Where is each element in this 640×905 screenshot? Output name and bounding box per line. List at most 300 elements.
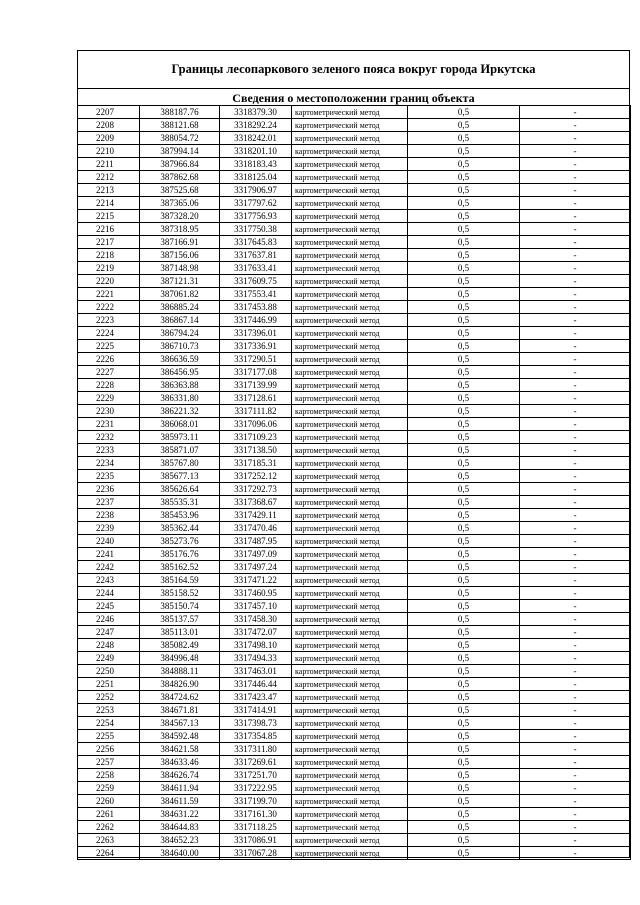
description-cell: -	[520, 353, 631, 366]
accuracy-cell: 0,5	[408, 483, 520, 496]
method-cell: картометрический метод	[292, 548, 408, 561]
description-cell: -	[520, 808, 631, 821]
y-coordinate-cell: 3317251.70	[220, 769, 292, 782]
point-number-cell: 2225	[78, 340, 140, 353]
description-cell: -	[520, 431, 631, 444]
y-coordinate-cell: 3318292.24	[220, 119, 292, 132]
accuracy-cell: 0,5	[408, 470, 520, 483]
description-cell: -	[520, 145, 631, 158]
description-cell: -	[520, 197, 631, 210]
y-coordinate-cell: 3318125.04	[220, 171, 292, 184]
x-coordinate-cell: 384631.22	[140, 808, 220, 821]
table-row	[78, 249, 631, 262]
y-coordinate-cell: 3317109.23	[220, 431, 292, 444]
method-cell: картометрический метод	[292, 158, 408, 171]
accuracy-cell: 0,5	[408, 769, 520, 782]
table-row	[78, 158, 631, 171]
accuracy-cell: 0,5	[408, 626, 520, 639]
y-coordinate-cell: 3317354.85	[220, 730, 292, 743]
description-cell: -	[520, 782, 631, 795]
point-number-cell: 2249	[78, 652, 140, 665]
table-row	[78, 457, 631, 470]
accuracy-cell: 0,5	[408, 509, 520, 522]
point-number-cell: 2228	[78, 379, 140, 392]
method-cell: картометрический метод	[292, 314, 408, 327]
table-row	[78, 730, 631, 743]
description-cell: -	[520, 158, 631, 171]
description-cell: -	[520, 665, 631, 678]
x-coordinate-cell: 385273.76	[140, 535, 220, 548]
y-coordinate-cell: 3317645.83	[220, 236, 292, 249]
point-number-cell: 2262	[78, 821, 140, 834]
point-number-cell: 2224	[78, 327, 140, 340]
method-cell: картометрический метод	[292, 249, 408, 262]
description-cell: -	[520, 483, 631, 496]
method-cell: картометрический метод	[292, 782, 408, 795]
method-cell: картометрический метод	[292, 808, 408, 821]
x-coordinate-cell: 387156.06	[140, 249, 220, 262]
y-coordinate-cell: 3317252.12	[220, 470, 292, 483]
y-coordinate-cell: 3317497.09	[220, 548, 292, 561]
y-coordinate-cell: 3317414.91	[220, 704, 292, 717]
x-coordinate-cell: 385164.59	[140, 574, 220, 587]
accuracy-cell: 0,5	[408, 327, 520, 340]
table-row	[78, 678, 631, 691]
accuracy-cell: 0,5	[408, 262, 520, 275]
table-row	[78, 431, 631, 444]
point-number-cell: 2252	[78, 691, 140, 704]
y-coordinate-cell: 3317311.80	[220, 743, 292, 756]
y-coordinate-cell: 3317222.95	[220, 782, 292, 795]
point-number-cell: 2215	[78, 210, 140, 223]
method-cell: картометрический метод	[292, 327, 408, 340]
y-coordinate-cell: 3317458.30	[220, 613, 292, 626]
description-cell: -	[520, 717, 631, 730]
description-cell: -	[520, 379, 631, 392]
table-row	[78, 197, 631, 210]
point-number-cell: 2230	[78, 405, 140, 418]
description-cell: -	[520, 314, 631, 327]
y-coordinate-cell: 3317750.38	[220, 223, 292, 236]
description-cell: -	[520, 730, 631, 743]
description-cell: -	[520, 522, 631, 535]
point-number-cell: 2263	[78, 834, 140, 847]
point-number-cell: 2210	[78, 145, 140, 158]
method-cell: картометрический метод	[292, 639, 408, 652]
table-row	[78, 600, 631, 613]
method-cell: картометрический метод	[292, 444, 408, 457]
x-coordinate-cell: 387328.20	[140, 210, 220, 223]
table-row	[78, 262, 631, 275]
x-coordinate-cell: 386867.14	[140, 314, 220, 327]
y-coordinate-cell: 3317797.62	[220, 197, 292, 210]
y-coordinate-cell: 3317177.08	[220, 366, 292, 379]
y-coordinate-cell: 3318242.01	[220, 132, 292, 145]
method-cell: картометрический метод	[292, 652, 408, 665]
method-cell: картометрический метод	[292, 704, 408, 717]
accuracy-cell: 0,5	[408, 392, 520, 405]
method-cell: картометрический метод	[292, 821, 408, 834]
x-coordinate-cell: 386331.80	[140, 392, 220, 405]
point-number-cell: 2258	[78, 769, 140, 782]
point-number-cell: 2208	[78, 119, 140, 132]
x-coordinate-cell: 384621.58	[140, 743, 220, 756]
accuracy-cell: 0,5	[408, 275, 520, 288]
table-row	[78, 119, 631, 132]
table-row	[78, 288, 631, 301]
description-cell: -	[520, 691, 631, 704]
table-row	[78, 171, 631, 184]
method-cell: картометрический метод	[292, 457, 408, 470]
method-cell: картометрический метод	[292, 834, 408, 847]
x-coordinate-cell: 387525.68	[140, 184, 220, 197]
y-coordinate-cell: 3317111.82	[220, 405, 292, 418]
method-cell: картометрический метод	[292, 145, 408, 158]
y-coordinate-cell: 3317463.01	[220, 665, 292, 678]
point-number-cell: 2256	[78, 743, 140, 756]
x-coordinate-cell: 384671.81	[140, 704, 220, 717]
table-row	[78, 574, 631, 587]
description-cell: -	[520, 444, 631, 457]
description-cell: -	[520, 535, 631, 548]
table-row	[78, 782, 631, 795]
point-number-cell: 2226	[78, 353, 140, 366]
x-coordinate-cell: 385535.31	[140, 496, 220, 509]
y-coordinate-cell: 3318183.43	[220, 158, 292, 171]
y-coordinate-cell: 3317494.33	[220, 652, 292, 665]
point-number-cell: 2261	[78, 808, 140, 821]
point-number-cell: 2218	[78, 249, 140, 262]
point-number-cell: 2257	[78, 756, 140, 769]
table-row	[78, 756, 631, 769]
y-coordinate-cell: 3317756.93	[220, 210, 292, 223]
x-coordinate-cell: 384826.90	[140, 678, 220, 691]
y-coordinate-cell: 3317429.11	[220, 509, 292, 522]
x-coordinate-cell: 384633.46	[140, 756, 220, 769]
point-number-cell: 2254	[78, 717, 140, 730]
method-cell: картометрический метод	[292, 431, 408, 444]
accuracy-cell: 0,5	[408, 574, 520, 587]
table-row	[78, 470, 631, 483]
title-divider	[77, 88, 630, 89]
x-coordinate-cell: 384611.59	[140, 795, 220, 808]
description-cell: -	[520, 106, 631, 119]
x-coordinate-cell: 388121.68	[140, 119, 220, 132]
y-coordinate-cell: 3317185.31	[220, 457, 292, 470]
x-coordinate-cell: 385176.76	[140, 548, 220, 561]
method-cell: картометрический метод	[292, 587, 408, 600]
accuracy-cell: 0,5	[408, 210, 520, 223]
y-coordinate-cell: 3317396.01	[220, 327, 292, 340]
point-number-cell: 2243	[78, 574, 140, 587]
y-coordinate-cell: 3317498.10	[220, 639, 292, 652]
description-cell: -	[520, 132, 631, 145]
method-cell: картометрический метод	[292, 236, 408, 249]
y-coordinate-cell: 3317161.30	[220, 808, 292, 821]
x-coordinate-cell: 385113.01	[140, 626, 220, 639]
x-coordinate-cell: 385158.52	[140, 587, 220, 600]
accuracy-cell: 0,5	[408, 678, 520, 691]
accuracy-cell: 0,5	[408, 457, 520, 470]
accuracy-cell: 0,5	[408, 197, 520, 210]
method-cell: картометрический метод	[292, 132, 408, 145]
point-number-cell: 2244	[78, 587, 140, 600]
description-cell: -	[520, 275, 631, 288]
table-row	[78, 483, 631, 496]
method-cell: картометрический метод	[292, 392, 408, 405]
accuracy-cell: 0,5	[408, 847, 520, 860]
method-cell: картометрический метод	[292, 730, 408, 743]
y-coordinate-cell: 3317292.73	[220, 483, 292, 496]
accuracy-cell: 0,5	[408, 600, 520, 613]
x-coordinate-cell: 386068.01	[140, 418, 220, 431]
y-coordinate-cell: 3317269.61	[220, 756, 292, 769]
accuracy-cell: 0,5	[408, 288, 520, 301]
method-cell: картометрический метод	[292, 275, 408, 288]
point-number-cell: 2214	[78, 197, 140, 210]
table-row	[78, 366, 631, 379]
description-cell: -	[520, 210, 631, 223]
y-coordinate-cell: 3317633.41	[220, 262, 292, 275]
table-row	[78, 639, 631, 652]
y-coordinate-cell: 3317138.50	[220, 444, 292, 457]
description-cell: -	[520, 795, 631, 808]
accuracy-cell: 0,5	[408, 795, 520, 808]
accuracy-cell: 0,5	[408, 431, 520, 444]
point-number-cell: 2231	[78, 418, 140, 431]
x-coordinate-cell: 386636.59	[140, 353, 220, 366]
description-cell: -	[520, 340, 631, 353]
point-number-cell: 2220	[78, 275, 140, 288]
x-coordinate-cell: 387994.14	[140, 145, 220, 158]
description-cell: -	[520, 600, 631, 613]
table-row	[78, 184, 631, 197]
method-cell: картометрический метод	[292, 522, 408, 535]
accuracy-cell: 0,5	[408, 158, 520, 171]
method-cell: картометрический метод	[292, 470, 408, 483]
description-cell: -	[520, 327, 631, 340]
x-coordinate-cell: 386710.73	[140, 340, 220, 353]
description-cell: -	[520, 405, 631, 418]
description-cell: -	[520, 184, 631, 197]
method-cell: картометрический метод	[292, 210, 408, 223]
method-cell: картометрический метод	[292, 535, 408, 548]
x-coordinate-cell: 385973.11	[140, 431, 220, 444]
method-cell: картометрический метод	[292, 769, 408, 782]
table-row	[78, 548, 631, 561]
description-cell: -	[520, 171, 631, 184]
x-coordinate-cell: 387148.98	[140, 262, 220, 275]
point-number-cell: 2259	[78, 782, 140, 795]
method-cell: картометрический метод	[292, 561, 408, 574]
table-row	[78, 613, 631, 626]
point-number-cell: 2260	[78, 795, 140, 808]
accuracy-cell: 0,5	[408, 782, 520, 795]
y-coordinate-cell: 3317609.75	[220, 275, 292, 288]
x-coordinate-cell: 384644.83	[140, 821, 220, 834]
point-number-cell: 2213	[78, 184, 140, 197]
y-coordinate-cell: 3317290.51	[220, 353, 292, 366]
point-number-cell: 2219	[78, 262, 140, 275]
table-row	[78, 327, 631, 340]
x-coordinate-cell: 385137.57	[140, 613, 220, 626]
accuracy-cell: 0,5	[408, 132, 520, 145]
y-coordinate-cell: 3317472.07	[220, 626, 292, 639]
table-row	[78, 743, 631, 756]
x-coordinate-cell: 387862.68	[140, 171, 220, 184]
x-coordinate-cell: 386221.32	[140, 405, 220, 418]
table-row	[78, 210, 631, 223]
table-row	[78, 821, 631, 834]
x-coordinate-cell: 387061.82	[140, 288, 220, 301]
table-row	[78, 795, 631, 808]
accuracy-cell: 0,5	[408, 444, 520, 457]
point-number-cell: 2211	[78, 158, 140, 171]
description-cell: -	[520, 119, 631, 132]
table-row	[78, 392, 631, 405]
y-coordinate-cell: 3317906.97	[220, 184, 292, 197]
description-cell: -	[520, 366, 631, 379]
accuracy-cell: 0,5	[408, 119, 520, 132]
point-number-cell: 2238	[78, 509, 140, 522]
method-cell: картометрический метод	[292, 301, 408, 314]
description-cell: -	[520, 847, 631, 860]
method-cell: картометрический метод	[292, 678, 408, 691]
method-cell: картометрический метод	[292, 119, 408, 132]
description-cell: -	[520, 743, 631, 756]
x-coordinate-cell: 385162.52	[140, 561, 220, 574]
accuracy-cell: 0,5	[408, 496, 520, 509]
method-cell: картометрический метод	[292, 847, 408, 860]
point-number-cell: 2248	[78, 639, 140, 652]
accuracy-cell: 0,5	[408, 184, 520, 197]
accuracy-cell: 0,5	[408, 691, 520, 704]
table-row	[78, 236, 631, 249]
y-coordinate-cell: 3317096.06	[220, 418, 292, 431]
table-row	[78, 652, 631, 665]
table-row	[78, 717, 631, 730]
method-cell: картометрический метод	[292, 743, 408, 756]
accuracy-cell: 0,5	[408, 821, 520, 834]
point-number-cell: 2233	[78, 444, 140, 457]
point-number-cell: 2241	[78, 548, 140, 561]
method-cell: картометрический метод	[292, 353, 408, 366]
accuracy-cell: 0,5	[408, 717, 520, 730]
x-coordinate-cell: 385453.96	[140, 509, 220, 522]
x-coordinate-cell: 385871.07	[140, 444, 220, 457]
y-coordinate-cell: 3317446.44	[220, 678, 292, 691]
y-coordinate-cell: 3317470.46	[220, 522, 292, 535]
point-number-cell: 2237	[78, 496, 140, 509]
accuracy-cell: 0,5	[408, 522, 520, 535]
accuracy-cell: 0,5	[408, 639, 520, 652]
accuracy-cell: 0,5	[408, 405, 520, 418]
point-number-cell: 2229	[78, 392, 140, 405]
description-cell: -	[520, 587, 631, 600]
accuracy-cell: 0,5	[408, 652, 520, 665]
description-cell: -	[520, 548, 631, 561]
x-coordinate-cell: 387966.84	[140, 158, 220, 171]
accuracy-cell: 0,5	[408, 665, 520, 678]
method-cell: картометрический метод	[292, 184, 408, 197]
point-number-cell: 2234	[78, 457, 140, 470]
y-coordinate-cell: 3317553.41	[220, 288, 292, 301]
method-cell: картометрический метод	[292, 600, 408, 613]
point-number-cell: 2207	[78, 106, 140, 119]
table-row	[78, 665, 631, 678]
y-coordinate-cell: 3317471.22	[220, 574, 292, 587]
table-row	[78, 353, 631, 366]
description-cell: -	[520, 509, 631, 522]
accuracy-cell: 0,5	[408, 756, 520, 769]
accuracy-cell: 0,5	[408, 743, 520, 756]
method-cell: картометрический метод	[292, 262, 408, 275]
table-row	[78, 145, 631, 158]
table-row	[78, 301, 631, 314]
table-row	[78, 314, 631, 327]
accuracy-cell: 0,5	[408, 379, 520, 392]
description-cell: -	[520, 392, 631, 405]
point-number-cell: 2245	[78, 600, 140, 613]
description-cell: -	[520, 223, 631, 236]
table-row	[78, 275, 631, 288]
accuracy-cell: 0,5	[408, 106, 520, 119]
description-cell: -	[520, 613, 631, 626]
table-row	[78, 769, 631, 782]
x-coordinate-cell: 385362.44	[140, 522, 220, 535]
point-number-cell: 2242	[78, 561, 140, 574]
x-coordinate-cell: 384652.23	[140, 834, 220, 847]
y-coordinate-cell: 3317457.10	[220, 600, 292, 613]
description-cell: -	[520, 262, 631, 275]
accuracy-cell: 0,5	[408, 730, 520, 743]
method-cell: картометрический метод	[292, 717, 408, 730]
y-coordinate-cell: 3318201.10	[220, 145, 292, 158]
point-number-cell: 2227	[78, 366, 140, 379]
y-coordinate-cell: 3317067.28	[220, 847, 292, 860]
accuracy-cell: 0,5	[408, 314, 520, 327]
method-cell: картометрический метод	[292, 613, 408, 626]
table-row	[78, 704, 631, 717]
method-cell: картометрический метод	[292, 691, 408, 704]
accuracy-cell: 0,5	[408, 145, 520, 158]
point-number-cell: 2246	[78, 613, 140, 626]
method-cell: картометрический метод	[292, 405, 408, 418]
description-cell: -	[520, 626, 631, 639]
y-coordinate-cell: 3317398.73	[220, 717, 292, 730]
document-title: Границы лесопаркового зеленого пояса вокруг города Иркутска	[171, 62, 536, 76]
accuracy-cell: 0,5	[408, 613, 520, 626]
accuracy-cell: 0,5	[408, 535, 520, 548]
x-coordinate-cell: 387121.31	[140, 275, 220, 288]
method-cell: картометрический метод	[292, 418, 408, 431]
x-coordinate-cell: 387365.06	[140, 197, 220, 210]
x-coordinate-cell: 384640.00	[140, 847, 220, 860]
description-cell: -	[520, 288, 631, 301]
method-cell: картометрический метод	[292, 795, 408, 808]
x-coordinate-cell: 384611.94	[140, 782, 220, 795]
method-cell: картометрический метод	[292, 197, 408, 210]
method-cell: картометрический метод	[292, 756, 408, 769]
x-coordinate-cell: 385150.74	[140, 600, 220, 613]
y-coordinate-cell: 3317086.91	[220, 834, 292, 847]
description-cell: -	[520, 821, 631, 834]
description-cell: -	[520, 652, 631, 665]
accuracy-cell: 0,5	[408, 236, 520, 249]
method-cell: картометрический метод	[292, 288, 408, 301]
table-row	[78, 132, 631, 145]
x-coordinate-cell: 384724.62	[140, 691, 220, 704]
